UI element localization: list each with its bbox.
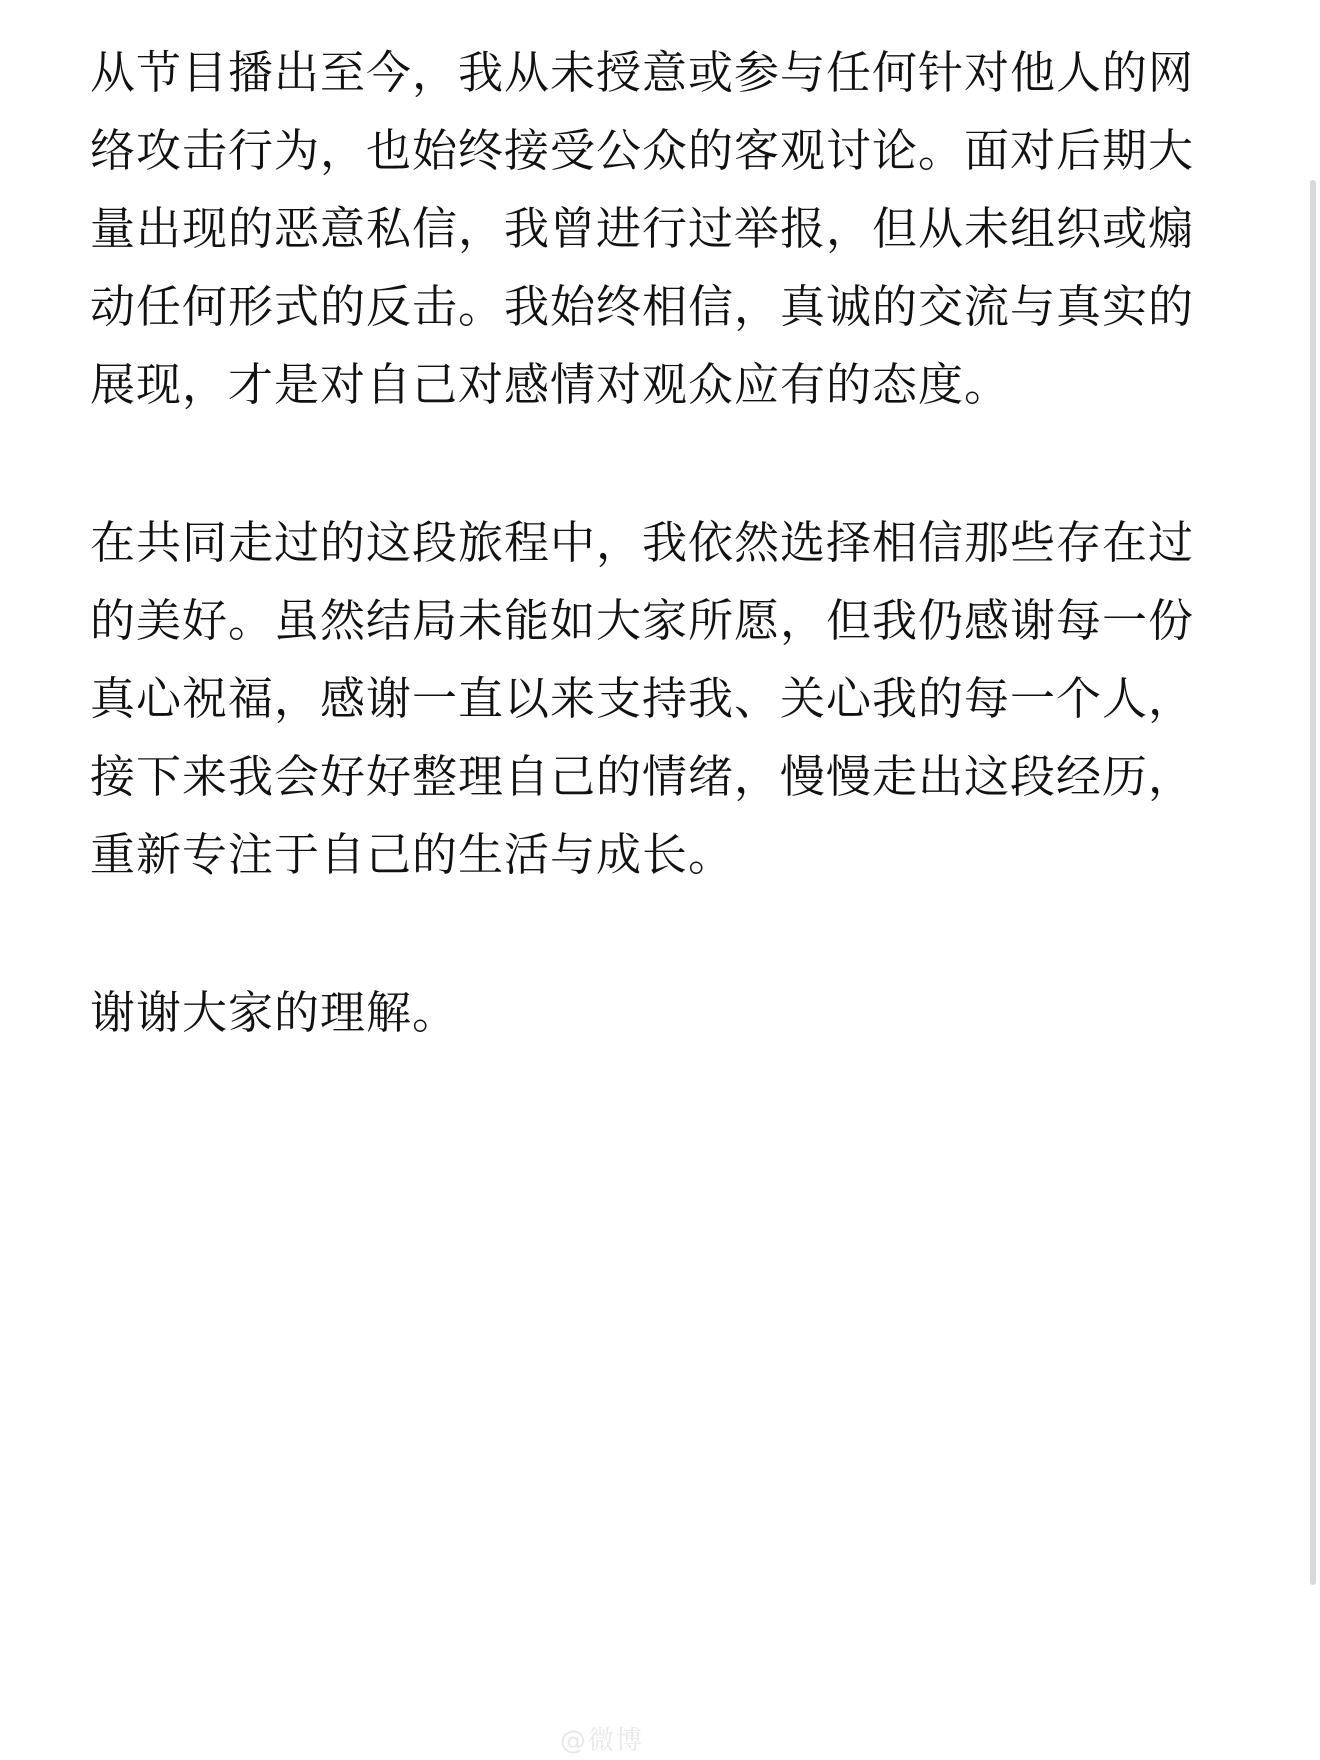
paragraph-1: 从节目播出至今，我从未授意或参与任何针对他人的网络攻击行为，也始终接受公众的客观讨论。面对后期大量出现的恶意私信，我曾进行过举报，但从未组织或煽动任何形式的反击。我始终相信，真诚的交流与真实的展现，才是对自己对感情对观众应有的态度。	[90, 46, 1195, 411]
statement-body	[90, 34, 1210, 1052]
paragraph-3: 谢谢大家的理解。	[90, 986, 459, 1039]
watermark: @微博	[560, 1726, 645, 1756]
paragraph-2: 在共同走过的这段旅程中，我依然选择相信那些存在过的美好。虽然结局未能如大家所愿，但我仍感谢每一份真心祝福，感谢一直以来支持我、关心我的每一个人，接下来我会好好整理自己的情绪，慢慢走出这段经历，重新专注于自己的生活与成长。	[90, 516, 1195, 881]
vertical-scrollbar[interactable]	[1310, 180, 1316, 1585]
